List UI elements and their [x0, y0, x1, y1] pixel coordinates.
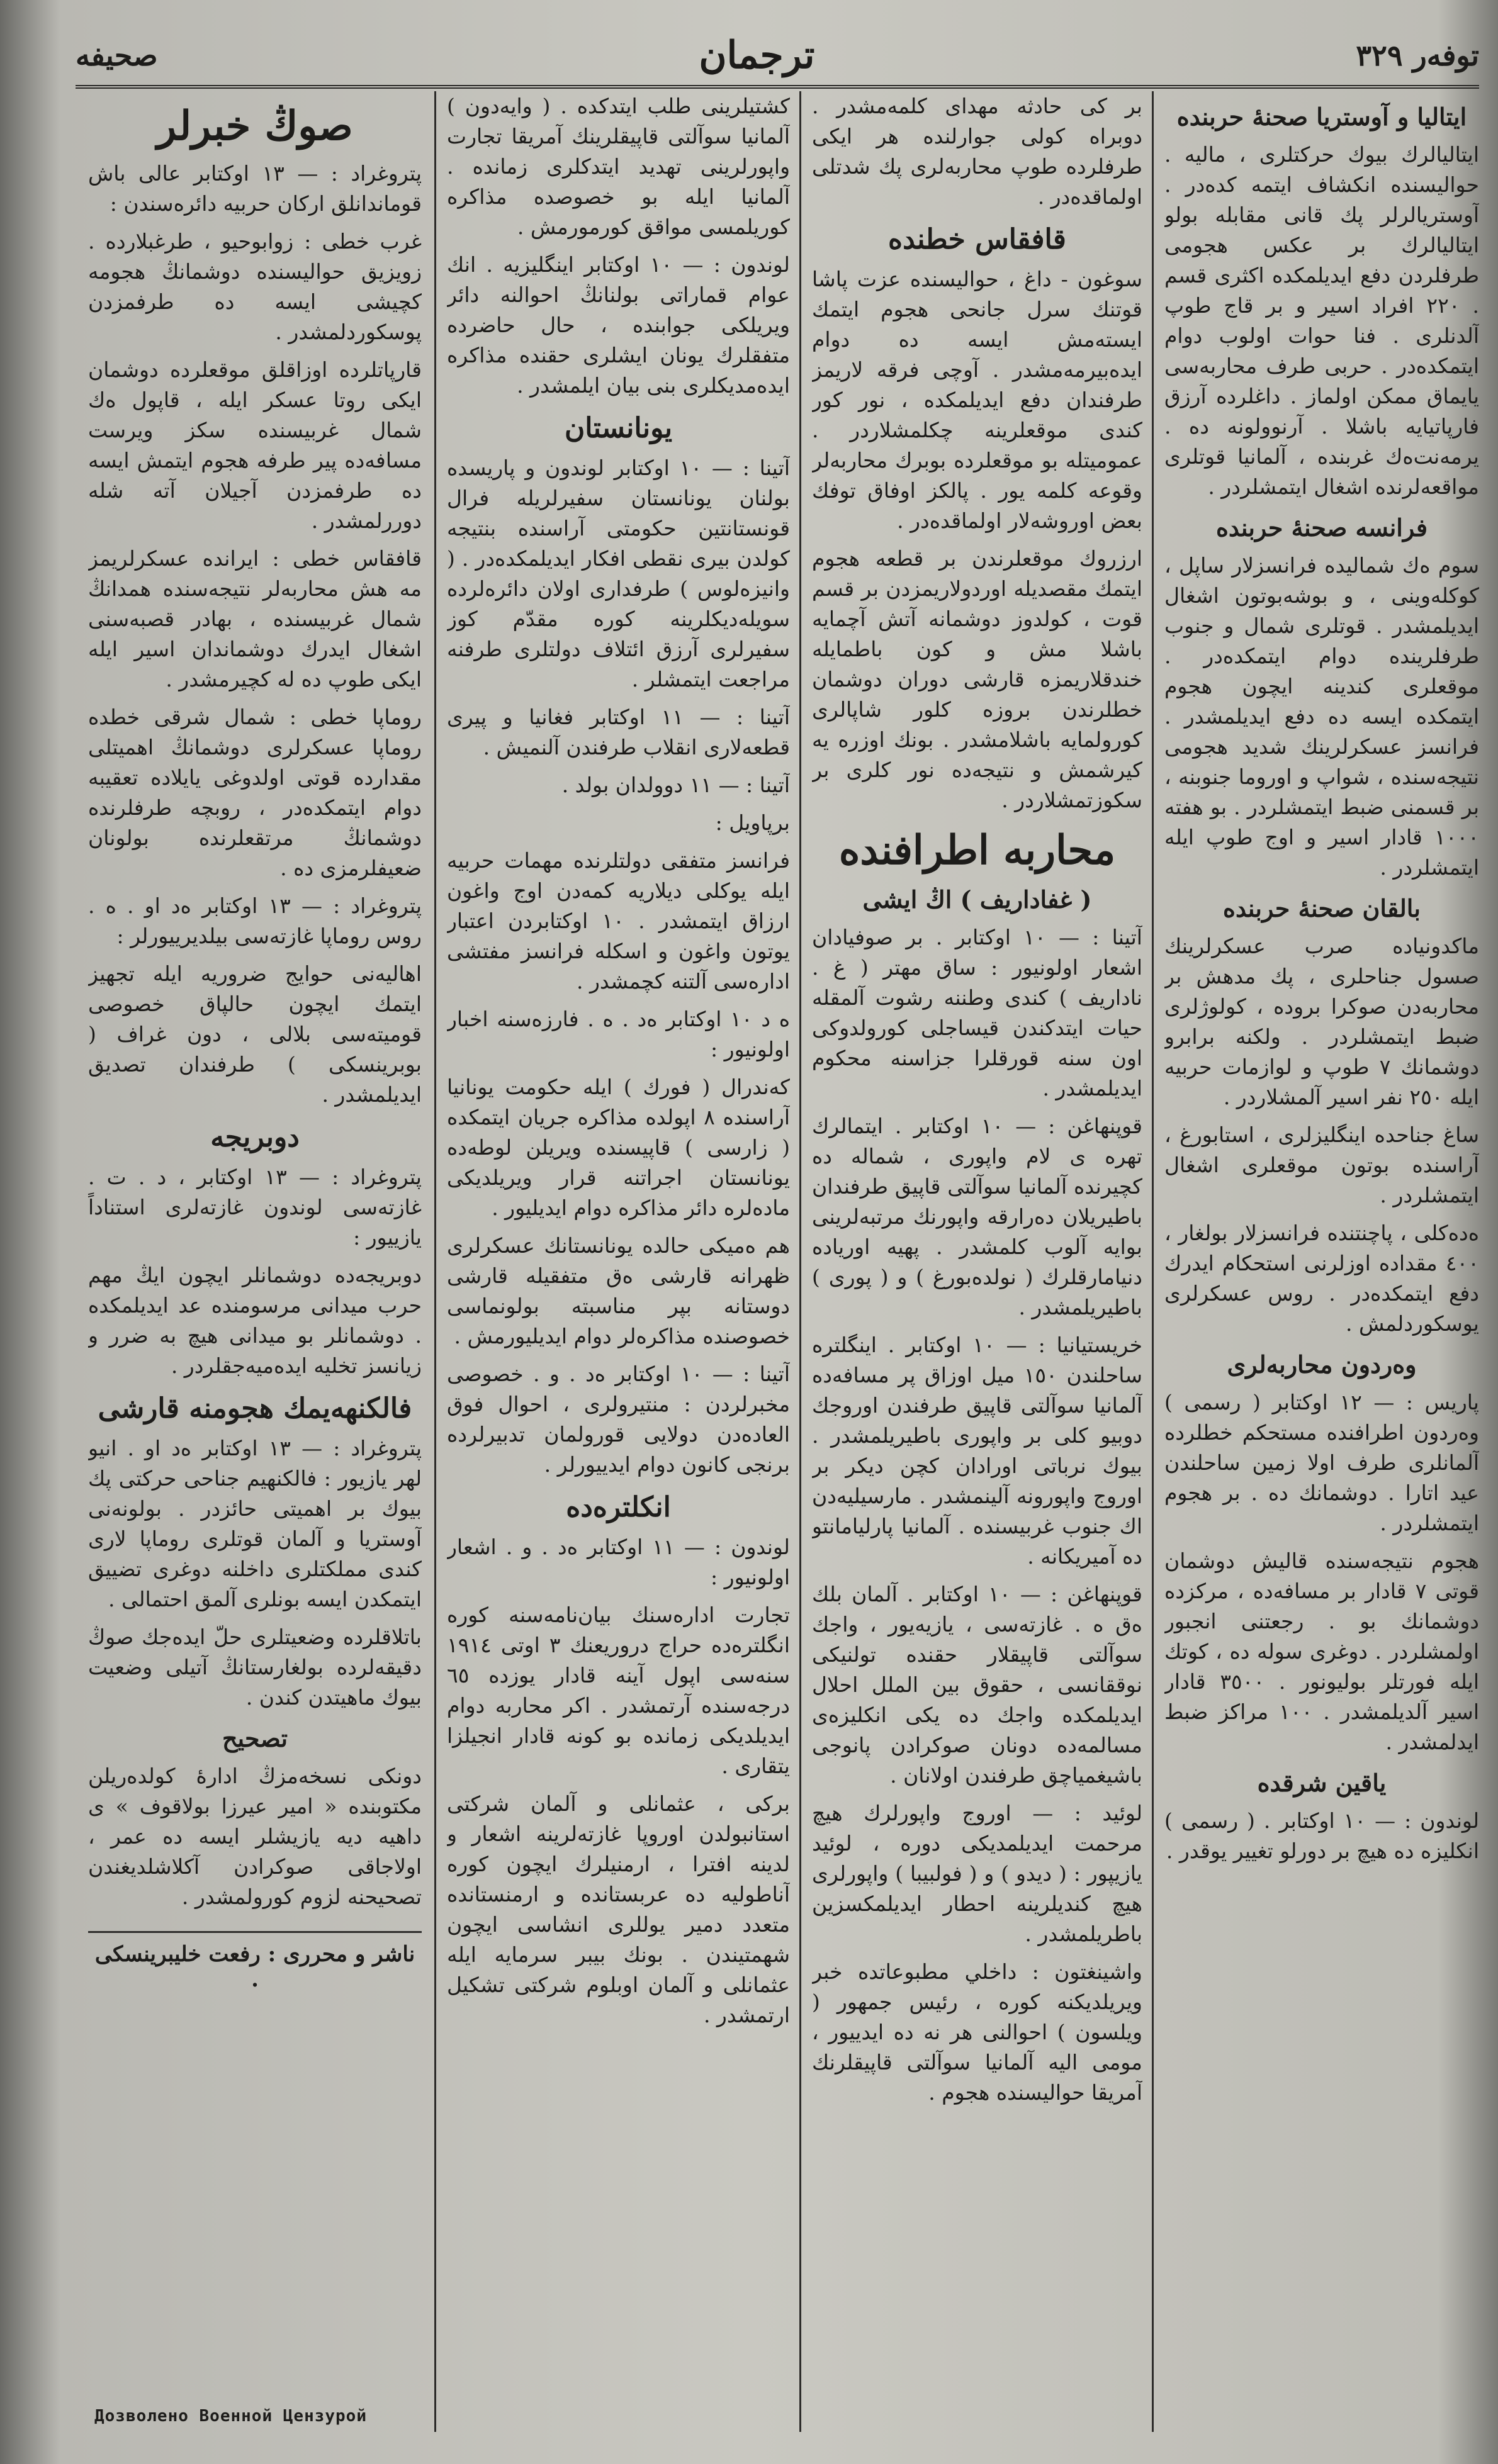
page-number-label: توفه‌ر ٣٢٩ [1356, 38, 1479, 72]
article-paragraph: ه‌ د ١٠ اوكتابر ه‌د . ه‌ . فارزه‌سنه اخبار اولونيور : [447, 1007, 790, 1061]
censor-stamp: Дозволено Военной Цензурой [94, 2407, 367, 2426]
article-paragraph: ه‌ده‌كلى ، پاچنتنده فرانسزلار بولغار ، ٤٠٠ مقداده اوزلرنى استحكام ايدرك دفع ايتمكده‌در . روس عسكرلرى يوسكوردلمش . [1164, 1221, 1479, 1336]
section-heading: فرانسه صحنهٔ حربنده [1216, 513, 1428, 542]
column-3 [812, 91, 1142, 2432]
column-divider [1152, 91, 1154, 2432]
article-paragraph: واشينغتون : داخلي مطبوعاتده خبر ويريلديكنه كوره ، رئيس جمهور ( ويلسون ) احوالنى هر نه ده ايدييور ، مومى اليه آلمانيا سوآلتى قاپيقلرنك آمريقا حواليسنده هجوم . [812, 1959, 1142, 2105]
masthead [76, 25, 1479, 89]
section-subheading: ( غفاداريف ) اڭ ايشى [862, 885, 1092, 914]
article-paragraph: لوئيد : — اوروج واپورلرك هيچ مرحمت ايديلمديكى دوره ، لوئيد يازيپور : ( ديدو ) و ( فولبيبا ) واپورلرى هيچ كنديلرينه احطار ايديلمكسزين باطريلمشدر . [812, 1801, 1142, 1946]
article-paragraph: قارپاتلرده اوزاقلق موقعلرده دوشمان ايكى روتا عسكر ايله ، قاپول ه‌ك شمال غربيسنده سكز ويرست مسافه‌ده پير طرفه هجوم ايتمش ايسه ده طرفمزدن آجيلان آته شله دوررلمشدر . [88, 357, 422, 533]
article-paragraph: پاريس : — ١٢ اوكتابر ( رسمى ) وه‌ردون اطرافنده مستحكم خطلرده آلمانلرى طرف اولا زمين ساحلندن عيد اتارا . دوشمانك ده . بر هجوم ايتمشلردر . [1164, 1390, 1479, 1535]
article-paragraph: سوغون - داغ ، حواليسنده عزت پاشا قوتنك سرل جانحى هجوم ايتمك ايسته‌مش ايسه ده دوام ايده‌بيرمه‌مشدر . آوچى فرقه لاريمز طرفندان دفع ايديلمكده ، نور كور كندى موقعلرينه چكلمشلاردر . عموميتله بو موقعلرده بوبرك محاربه‌لر وقوعه كلمه يور . پالكز اوفاق توفك بعض اوروشه‌لار اولماقده‌در . [812, 267, 1142, 533]
section-heading: وه‌ردون محاربه‌لرى [1227, 1350, 1417, 1379]
edge-label: صحيفه [76, 38, 158, 72]
article-paragraph: لوندون : — ١٠ اوكتابر . ( رسمى ) انكليزه ده هيچ بر دورلو تغيير يوقدر . [1164, 1808, 1479, 1863]
section-heading: انكلتره‌ده [566, 1491, 671, 1523]
section-heading: قافقاس خطنده [888, 223, 1066, 255]
article-paragraph: آتينا : — ١٠ اوكتابر لوندون و پاريسده بولنان يونانستان سفيرلريله فرال قونستانتين حكومتى آراسنده بنتيجه كولدن بيرى نقطى افكار ايديلمكده‌در . ( وانيزه‌لوس ) طرفدارى اولان دائره‌لرده سويله‌ديكلرينه كوره مقدّم كوز سفيرلرى آرزق ائتلاف دولتلرى طرفنه مراجعت ايتمشلر . [447, 456, 790, 692]
article-paragraph: پتروغراد : — ١٣ اوكتابر ه‌د او . ه‌ . روس روماپا غازته‌سى بيلديرييورلر : [88, 893, 422, 948]
article-paragraph: پتروغراد : — ١٣ اوكتابر ه‌د او . انيو لهر يازيور : فالكنهيم جناحى حركتى پك بيوك بر اهميتى حائزدر . بولونه‌نى آوستريا و آلمان قوتلرى روماپا لارى كندى مملكتلرى داخلنه دوغرى تضييق ايتمكدن ايسه بونلرى آلمق احتمالى . [88, 1436, 422, 1611]
article-paragraph: قوپنهاغن : — ١٠ اوكتابر . آلمان بلك ه‌ق ه‌ . غازته‌سى ، يازيه‌يور ، واجك سوآلتى قاپيقلار حقنده تولنيكى نوققانسى ، حقوق بين الملل احلال ايديلمكده واجك ده يكى انكليزه‌ى مسالمه‌ده دونان صوكرادن پانوجى باشيغمياچق طرفندن اولانان . [812, 1582, 1142, 1788]
article-paragraph: كشتيلرينى طلب ايتدكده . ( وايه‌دون ) آلمانيا سوآلتى قاپيقلرينك آمريقا تجارت واپورلرينى تهديد ايتدكلرى زمانده . آلمانيا ايله بو خصوصده مذاكره كوريلمسى مواقق كورمورمش . [447, 94, 790, 239]
column-2 [447, 91, 790, 2432]
article-paragraph: بركى ، عثمانلى و آلمان شركتى استانبولدن اوروپا غازته‌لرينه اشعار و لدينه افترا ، ارمنيلرك ايچون كوره آناطوليه ده عربستانده و ارمنستانده متعدد دمير يوللرى انشاسى ايچون شهمتيندن . بونك بيبر سرمايه ايله عثمانلى و آلمان اوبلوم شركتى تشكيل ارتمشدر . [447, 1791, 790, 2027]
article-paragraph: روماپا خطى : شمال شرقى خطده روماپا عسكرلرى دوشمانڭ اهميتلى مقدارده قوتى اولدوغى يايلاده تعقيبه دوام ايتمكده‌در ، روبچه طرفلرنده دوشمانڭ مرتقعلرنده بولونان ضعيفلرمزى ده . [88, 705, 422, 880]
section-heading: تصحيح [222, 1724, 288, 1752]
article-paragraph: ايتاليالرك بيوك حركتلرى ، ماليه . حواليسنده انكشاف ايتمه كده‌در . آوستريالرلر پك قانى مقابله بولو ايتاليالرك بر عكس هجومى طرفلردن دفع ايديلمكده اكثرى قسم . ٢٢٠ افراد اسير و بر قاج طوپ آلدنلرى . فنا حوات اولوب دوام ايتمكده‌در . حربى طرف محاربه‌سى يايماق ممكن اولماز . داغلرده آرزق فارپاتيايه باشلا . آرنوولونه ده . يرمه‌نت‌ه‌ك غربنده ، آلمانيا قوتلرى مواقعه‌لرنده اشغال ايتمشلردر . [1164, 142, 1479, 499]
article-paragraph: غرب خطى : زوابوحيو ، طرغبلارده . زويزيق حواليسنده دوشمانڭ هجومه كچيشى ايسه ده طرفمزدن پوسكوردلمشدر . [88, 229, 422, 344]
section-heading: محاربه اطرافنده [838, 827, 1116, 874]
section-heading: فالكنهه‌يمك هجومنه قارشى [98, 1392, 412, 1425]
article-paragraph: لوندون : — ١١ اوكتابر ه‌د . و . اشعار اولونيور : [447, 1535, 790, 1589]
column-4 [1164, 91, 1479, 2432]
section-heading: دوبريجه [210, 1121, 300, 1153]
section-heading: ياقين شرقده [1257, 1769, 1387, 1797]
article-paragraph: آتينا : — ١١ اوكتابر فغانيا و پيرى قطعه‌لارى انقلاب طرفندن آلنميش . [447, 705, 790, 759]
article-paragraph: آتينا : — ١١ دوولدان بولد . [561, 773, 790, 797]
article-paragraph: فرانسز متفقى دولتلرنده مهمات حربيه ايله يوكلى ديلاريه كمه‌دن اوج واغون ارزاق ايتمشدر . ١٠ اوكتابردن اعتبار يوتون واغون و اسكله فرانسز مفتشى اداره‌سى آلتنه كچمشدر . [447, 848, 790, 994]
article-paragraph: سوم ه‌ك شماليده فرانسزلار ساپل ، كوكله‌وينى ، و بوشه‌بوتون اشغال ايديلمشدر . قوتلرى شمال و جنوب طرفلرينده دوام ايتمكده‌در . موقعلرى كندينه ايچون هجوم ايتمكده ايسه ده دفع ايديلمشدر . فرانسز عسكرلرينك شديد هجومى نتيجه‌سنده ، شواپ و اوروما جنوبنه ، بر قسمنى ضبط ايتمشلردر . بو هفته ١٠٠٠ قادار اسير و اوج طوپ ايله ايتمشلردر . [1164, 553, 1479, 880]
publisher-signature: ناشر و محررى : رفعت خليبرينسكى . [88, 1931, 422, 1992]
article-paragraph: پتروغراد : — ١٣ اوكتابر عالى باش قوماندانلق اركان حربيه دائره‌سندن : [88, 161, 422, 216]
column-divider [434, 91, 436, 2432]
article-paragraph: اهاليه‌نى حوايج ضروريه ايله تجهيز ايتمك ايچون حالپاق خصوصى قوميته‌سى بلالى ، دون غراف ( بوبرينسكى ) طرفندان تصديق ايديلمشدر . [88, 961, 422, 1107]
section-heading: يونانستان [564, 412, 673, 444]
article-paragraph: قافقاس خطى : ايرانده عسكرلريمز مه هش محاربه‌لر نتيجه‌سنده همدانڭ شمال غربيسنده ، بهادر قصبه‌سنى اشغال ايدرك دوشماندان اسير ايله ايكى طوپ ده له كچيرمشدر . [88, 546, 422, 692]
article-paragraph: آتينا : — ١٠ اوكتابر ه‌د . و . خصوصى مخبرلردن : منتيرولرى ، احوال فوق العاده‌دن دولايى قورولمان تدبيرلرده برنجى كانون دوام ايدييورلر . [447, 1362, 790, 1477]
article-paragraph: دونكى نسخه‌مزڭ ادارهٔ كولده‌ريلن مكتوبنده « امير عيرزا بولاقوف » ى داهيه ديه يازيشلر ايسه ده عمر ، اولاجاقى صوكرادن آكلاشلديغندن تصحيحنه لزوم كورولمشدر . [88, 1764, 422, 1909]
article-paragraph: آتينا : — ١٠ اوكتابر . بر صوفيادان اشعار اولونيور : ساق مهتر ( غ . ناداريف ) كندى وطننه رشوت آلمقله حيات ايتدكندن قيساجلى كورولدوكى اون سنه قورقلرا جزاسنه محكوم ايديلمشدر . [812, 925, 1142, 1100]
section-heading: بالقان صحنهٔ حربنده [1223, 894, 1421, 922]
article-paragraph: لوندون : — ١٠ اوكتابر اينگليزيه . انك عوام قماراتى بولنانڭ احوالنه دائر ويريلكى جوابنده ، حال حاضرده متفقلرك يونان ايشلرى حقنده مذاكره ايده‌مديكلرى بنى بيان ايلمشدر . [447, 252, 790, 398]
article-paragraph: هجوم نتيجه‌سنده قاليش دوشمان قوتى ٧ قادار بر مسافه‌ده ، مركزده دوشمانك بو . رجعتنى انجبور اولمشلردر . دوغرى سوله ده ، كوتك ايله فورتلر بوليونور . ٣٥٠٠ قادار اسير آلديلمشدر . ١٠٠ مراكز ضبط ايدلمشدر . [1164, 1548, 1479, 1754]
article-paragraph: ماكدونياده صرب عسكرلرينك صسول جناحلرى ، پك مدهش بر محاربه‌دن صوكرا بروده ، كولوژلرى ضبط ايتمشلردر . ولكنه برابرو دوشمانك ٧ طوپ و لوازمات حربيه ايله ٢٥٠ نفر اسير آلمشلاردر . [1164, 934, 1479, 1109]
article-paragraph: ساغ جناحده اينگليزلرى ، استابورغ ، آراسنده بوتون موقعلرى اشغال ايتمشلردر . [1164, 1123, 1479, 1207]
article-paragraph: برپاويل : [715, 810, 790, 835]
newspaper-title: ترجمان [699, 33, 815, 77]
section-heading: صوڭ خبرلر [157, 103, 353, 150]
column-divider [799, 91, 801, 2432]
article-paragraph: باتلاقلرده وضعيتلرى حلّ ايده‌جك صوڭ دقيقه‌لرده بولغارستانڭ آتيلى وضعيت بيوك ماهيتدن كندن . [88, 1625, 422, 1710]
article-paragraph: دوبريجه‌ده دوشمانلر ايچون ايڭ مهم حرب ميدانى مرسومنده عد ايديلمكده . دوشمانلر بو ميدانى هيچ به ضرر و زيانسز تخليه ايده‌ميه‌جقلردر . [88, 1263, 422, 1378]
article-paragraph: ارزروك موقعلرندن بر قطعه هجوم ايتمك مقصديله اوردولاريمزدن بر قسم قوت ، كولدوز دوشمانه آتش آچمايه باشلا مش و كون باطمايله خندقلاريمزه قارشى دوران دوشمان خطلرندن بروزه كلور شاپالرى كورولمايه باشلامشدر . بونك اوزره يه كيرشمش و نتيجه‌ده نور كلرى بر سكوزتمشلاردر . [812, 546, 1142, 812]
article-paragraph: كه‌ندرال ( فورك ) ايله حكومت يونانيا آراسنده ٨ اپولده مذاكره جريان ايتمكده ( زارسى ) قاپيسنده ويريلن لوطه‌ده يونانستان اجراتنه قرار ويريلديكى ماده‌لره دائر مذاكره دوام ايديليور . [447, 1075, 790, 1220]
article-paragraph: خريستيانيا : — ١٠ اوكتابر . اينگلتره ساحلندن ١٥٠ ميل اوزاق پر مسافه‌ده آلمانيا سوآلتى قاپيق طرفندن اوروجك دوبيو كلى بر واپورى باطيريلمشدر . بيوك نرباتى اورادان كچن ديكر بر اوروج واپورونه آلينمشدر . مارسيليه‌دن اك جنوب غربيسنده . آلمانيا پارليامانتو ده آميريكانه . [812, 1333, 1142, 1569]
article-paragraph: قوپنهاغن : — ١٠ اوكتابر . ايتمالرك تهره ى لام واپورى ، شماله ده كچيرنده آلمانيا سوآلتى قاپيق طرفندان باطيريلان ده‌رارقه واپورنك مرتبه‌لرينى بوايه آلوب كلمشدر . پهيه اورياده دنيامارقلرك ( نولده‌بورغ ) و ( پورى ) باطيريلمشدر . [812, 1114, 1142, 1319]
article-paragraph: تجارت اداره‌سنك بيان‌نامه‌سنه كوره انگلتره‌ده حراج دروريعنك ٣ اوتى ١٩١٤ سنه‌سى اپول آينه قادار يوزده ٦٥ درجه‌سنده آرتمشدر . اكر محاربه دوام ايديلديكى زمانده بو كونه قادار انجيلزا يتقارى . [447, 1603, 790, 1778]
column-1 [88, 91, 422, 2432]
section-heading: ايتاليا و آوستريا صحنهٔ حربنده [1176, 103, 1467, 131]
article-paragraph: هم ه‌ميكى حالده يونانستانك عسكرلرى ظهرانه قارشى ه‌ق متفقيله قارشى دوستانه بپر مناسبته بولونماسى خصوصنده مذاكره‌لر دوام ايديليورمش . [447, 1233, 790, 1348]
article-paragraph: بر كى حادثه مهداى كلمه‌مشدر . دوبراه كولى جوارلنده هر ايكى طرفلرده طوپ محاربه‌لرى پك شدتلى اولماقده‌در . [812, 94, 1142, 209]
article-paragraph: پتروغراد : — ١٣ اوكتابر ، د . ت . غازته‌سى لوندون غازته‌لرى استناداً يازييور : [88, 1165, 422, 1250]
